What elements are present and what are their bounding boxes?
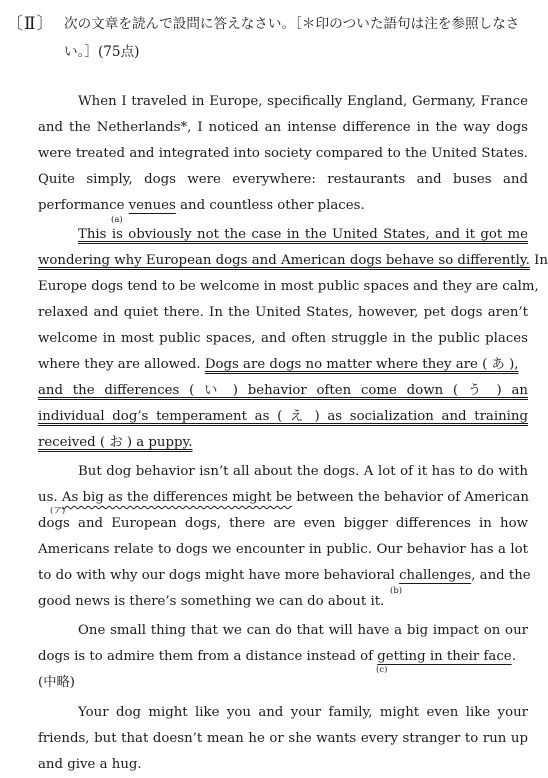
p4-line-2-start: dogs is to admire them from a distance instead of [38,649,378,664]
p2-line-4: relaxed and quiet there. In the United States, however, pet dogs aren’t [38,305,528,320]
p3-line-5 [38,563,531,589]
underlined-venues: venues [128,198,176,213]
instruction-line-2: い。］(75点) [64,44,140,60]
p2-line-3: Europe dogs tend to be welcome in most public spaces and they are calm, [38,279,539,294]
p3-line-5-start: to do with why our dogs might have more behavioral [38,568,400,583]
question-number: 〔Ⅱ〕 [6,14,55,34]
underlined-sentence-a-end: wondering why European dogs and American dogs behave so differently. [38,253,530,268]
p2-line-6-start: where they are allowed. [38,357,205,372]
p2-line-8: individual dog’s temperament as ( え ) as socialization and training [38,409,528,424]
marker-a: (a) [111,215,123,225]
p1-line-3: were treated and integrated into society compared to the United States. [38,146,528,161]
p4-line-2-end: . [511,649,516,664]
underlined-blanks-sentence: Dogs are dogs no matter where they are ( あ ), [204,357,519,372]
instruction-line-1: 次の文章を読んで設問に答えなさい。［＊印のついた語句は注を参照しなさ [64,16,520,32]
p2-line-9 [38,430,528,456]
p3-line-4: Americans relate to dogs we encounter in public. Our behavior has a lot [38,542,528,557]
p3-line-2-end: between the behavior of American [292,490,529,505]
p3-line-2 [38,485,528,511]
p2-line-2-end: In [529,253,548,268]
p1-line-2: and the Netherlands*, I noticed an intense difference in the way dogs [38,120,528,135]
p2-line-5: welcome in most public spaces, and often struggle in the public places [38,331,528,346]
p5-line-3: and give a hug. [38,757,142,772]
marker-b: (b) [390,586,403,596]
underlined-challenges: challenges [399,568,472,583]
marker-katakana-a: (ア) [50,506,66,516]
p2-line-6 [38,352,528,378]
p3-line-6: good news is there’s something we can do about it. [38,594,385,609]
p3-line-1: But dog behavior isn’t all about the dogs. A lot of it has to do with [78,464,528,479]
p1-line-4: Quite simply, dogs were everywhere: restaurants and buses and [38,172,528,187]
p4-line-1: One small thing that we can do that will have a big impact on our [78,623,528,638]
omission-note: (中略) [38,675,75,690]
p2-line-1 [38,222,528,248]
underlined-getting-in-their-face: getting in their face [377,649,512,664]
p1-line-5-start: performance [38,198,129,213]
p1-line-1: When I traveled in Europe, specifically England, Germany, France [78,94,528,109]
wavy-underlined-phrase-a: As big as the differences might be [61,490,293,505]
p2-line-2 [38,248,548,274]
p5-line-1: Your dog might like you and your family, might even like your [78,705,528,720]
p3-line-3: dogs and European dogs, there are even bigger differences in how [38,516,528,531]
p5-line-2: friends, but that doesn’t mean he or she wants every stranger to run up [38,731,528,746]
p1-line-5-end: and countless other places. [175,198,365,213]
underlined-sentence-a: This is obviously not the case in the United States, and it got me [78,227,528,242]
underlined-blanks-sentence-end: received ( お ) a puppy. [38,435,193,450]
p3-line-5-end: , and the [471,568,531,583]
p3-line-2-start: us. [38,490,62,505]
p4-line-2 [38,644,528,670]
p2-line-7: and the differences ( い ) behavior often come down ( う ) an [38,383,528,398]
marker-c: (c) [376,665,388,675]
